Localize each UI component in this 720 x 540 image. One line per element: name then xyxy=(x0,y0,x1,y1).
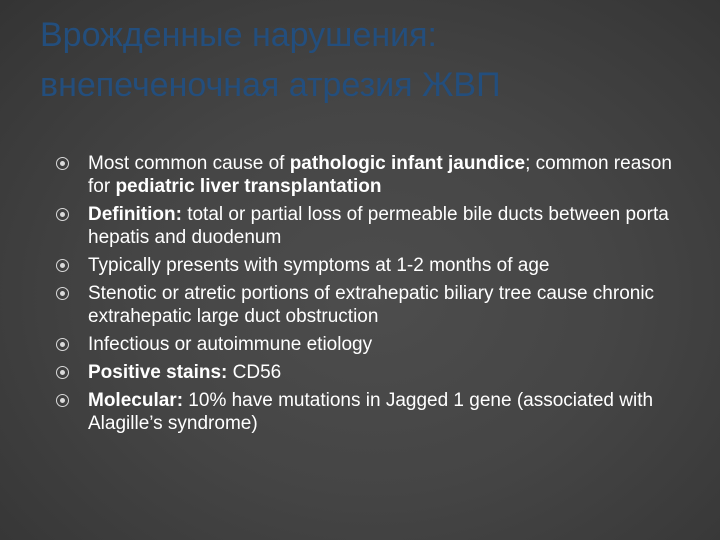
bullet-text: Typically presents with symptoms at 1-2 months of age xyxy=(88,255,550,276)
circled-dot-bullet-icon xyxy=(56,394,69,407)
bullet-item-definition xyxy=(56,203,686,249)
bullet-item-molecular xyxy=(56,389,686,435)
slide-title-line-2: внепеченочная атрезия ЖВП xyxy=(40,66,501,104)
circled-dot-bullet-icon xyxy=(56,208,69,221)
bullet-item-etiology xyxy=(56,333,686,356)
bullet-text: Infectious or autoimmune etiology xyxy=(88,334,373,355)
circled-dot-bullet-icon xyxy=(56,259,69,272)
bullet-item-obstruction xyxy=(56,282,686,328)
circled-dot-bullet-icon xyxy=(56,157,69,170)
circled-dot-bullet-icon xyxy=(56,366,69,379)
circled-dot-bullet-icon xyxy=(56,338,69,351)
bullet-text: ; common reason for xyxy=(88,153,672,197)
bullet-bold-label: Positive stains: xyxy=(88,362,228,383)
bullet-bold-label: Definition: xyxy=(88,204,182,225)
bullet-list xyxy=(56,152,686,440)
bullet-item-presentation xyxy=(56,254,686,277)
bullet-item-stains xyxy=(56,361,686,384)
bullet-text: Most common cause of xyxy=(88,153,290,174)
bullet-item-jaundice xyxy=(56,152,686,198)
bullet-text: total or partial loss of permeable bile ducts between porta hepatis and duodenum xyxy=(88,204,669,248)
bullet-text: CD56 xyxy=(227,362,282,383)
bullet-text: Stenotic or atretic portions of extrahepatic biliary tree cause chronic extrahepatic large duct obstruction xyxy=(88,283,655,327)
slide-title-line-1: Врожденные нарушения: xyxy=(40,16,437,54)
slide-title xyxy=(40,10,700,110)
bullet-text: 10% have mutations in Jagged 1 gene (associated with Alagille’s syndrome) xyxy=(88,390,654,434)
circled-dot-bullet-icon xyxy=(56,287,69,300)
bullet-bold-text: pediatric liver transplantation xyxy=(115,176,382,197)
bullet-bold-label: Molecular: xyxy=(88,390,184,411)
bullet-bold-text: pathologic infant jaundice xyxy=(289,153,526,174)
